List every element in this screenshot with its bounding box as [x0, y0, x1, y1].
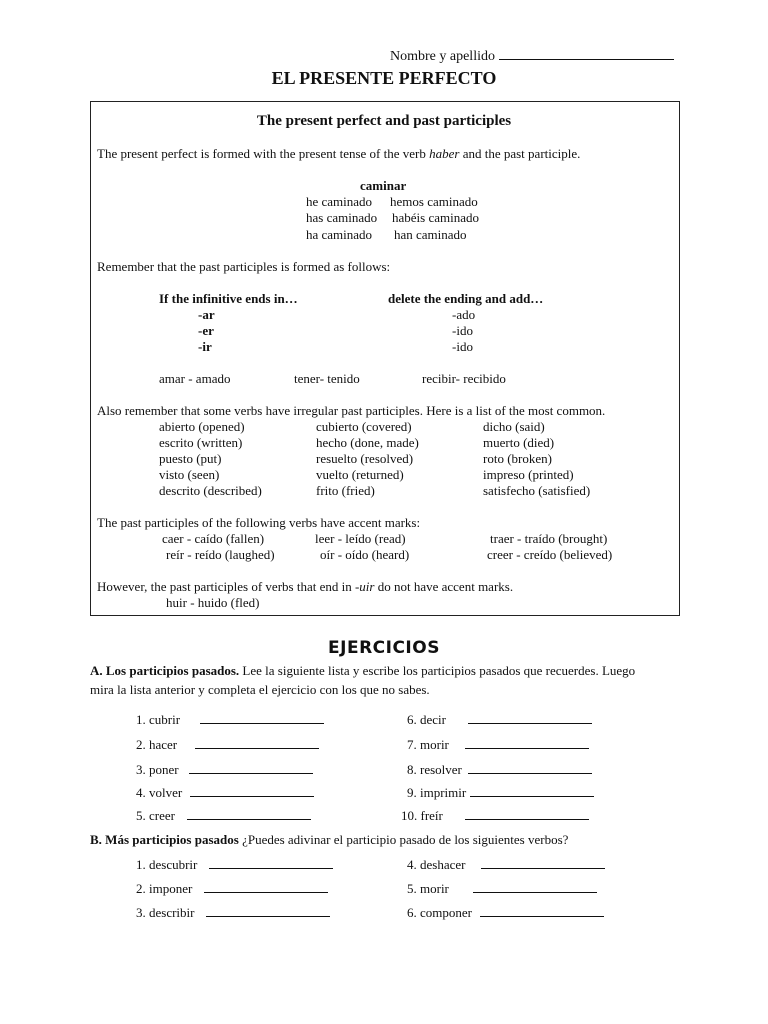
conj-cell: han caminado — [394, 227, 467, 242]
irregular-item: visto (seen) — [159, 467, 220, 482]
rule-head-left: If the infinitive ends in… — [159, 291, 298, 306]
example: amar - amado — [159, 371, 231, 386]
conj-cell: hemos caminado — [390, 194, 478, 209]
answer-blank[interactable] — [468, 712, 592, 724]
conj-cell: ha caminado — [306, 227, 373, 242]
irregular-item: vuelto (returned) — [316, 467, 404, 482]
irregular-intro: Also remember that some verbs have irregular past participles. Here is a list of the most common. — [97, 403, 606, 418]
irregular-item: descrito (described) — [159, 483, 262, 498]
grammar-box-title: The present perfect and past participles — [256, 113, 512, 129]
accent-item: oír - oído (heard) — [320, 547, 410, 562]
rule-head-right: delete the ending and add… — [388, 291, 544, 306]
exercises-title: EJERCICIOS — [328, 638, 440, 658]
exercise-item: 1. cubrir — [136, 712, 324, 728]
exercise-item: 8. resolver — [407, 762, 592, 778]
conj-cell: has caminado — [306, 210, 378, 225]
remember-text: Remember that the past participles is formed as follows: — [97, 259, 391, 274]
exercise-a-label: A. Los participios pasados. — [90, 663, 240, 678]
answer-blank[interactable] — [187, 808, 311, 820]
exercise-item: 4. deshacer — [407, 857, 605, 873]
irregular-item: satisfecho (satisfied) — [483, 483, 591, 498]
example: recibir- recibido — [422, 371, 506, 386]
ending-add: -ado — [452, 307, 476, 322]
exercise-b-instructions: B. Más participios pasados ¿Puedes adivinar el participio pasado de los siguientes verbos? — [90, 832, 569, 847]
irregular-item: frito (fried) — [316, 483, 375, 498]
irregular-item: abierto (opened) — [159, 419, 245, 434]
page-title: EL PRESENTE PERFECTO — [271, 68, 497, 88]
exercise-item: 2. hacer — [136, 737, 319, 753]
exercise-item: 5. morir — [407, 881, 597, 897]
accent-item: leer - leído (read) — [315, 531, 406, 546]
exercise-item: 6. decir — [407, 712, 592, 728]
exercise-a-instructions-line2: mira la lista anterior y completa el ejercicio con los que no sabes. — [90, 682, 430, 697]
answer-blank[interactable] — [480, 905, 604, 917]
ending-add: -ido — [452, 339, 473, 354]
accent-item: creer - creído (believed) — [487, 547, 613, 562]
uir-ending: -uir — [354, 579, 375, 594]
irregular-item: puesto (put) — [159, 451, 222, 466]
conj-cell: he caminado — [306, 194, 373, 209]
accent-intro: The past participles of the following verbs have accent marks: — [97, 515, 421, 530]
irregular-item: resuelto (resolved) — [316, 451, 414, 466]
answer-blank[interactable] — [204, 881, 328, 893]
ending-add: -ido — [452, 323, 473, 338]
exercise-item: 2. imponer — [136, 881, 328, 897]
ending-inf: -ar — [198, 307, 215, 322]
irregular-item: roto (broken) — [483, 451, 552, 466]
uir-example: huir - huido (fled) — [166, 595, 260, 610]
irregular-item: dicho (said) — [483, 419, 545, 434]
exercise-b-label: B. Más participios pasados — [90, 832, 239, 847]
name-label: Nombre y apellido — [390, 49, 495, 64]
accent-item: reír - reído (laughed) — [166, 547, 275, 562]
exercise-item: 3. poner — [136, 762, 313, 778]
ending-inf: -er — [198, 323, 214, 338]
answer-blank[interactable] — [206, 905, 330, 917]
answer-blank[interactable] — [473, 881, 597, 893]
name-field[interactable] — [390, 47, 674, 65]
exercise-item: 1. descubrir — [136, 857, 333, 873]
irregular-item: cubierto (covered) — [316, 419, 412, 434]
answer-blank[interactable] — [189, 762, 313, 774]
answer-blank[interactable] — [209, 857, 333, 869]
uir-note: However, the past participles of verbs that end in -uir do not have accent marks. — [97, 579, 514, 594]
conj-cell: habéis caminado — [392, 210, 479, 225]
ending-inf: -ir — [198, 339, 212, 354]
answer-blank[interactable] — [465, 737, 589, 749]
answer-blank[interactable] — [190, 785, 314, 797]
name-blank-line[interactable] — [499, 47, 674, 60]
exercise-item: 4. volver — [136, 785, 314, 801]
intro-verb: haber — [429, 146, 460, 161]
exercise-item: 3. describir — [136, 905, 330, 921]
irregular-item: hecho (done, made) — [316, 435, 419, 450]
answer-blank[interactable] — [195, 737, 319, 749]
accent-item: traer - traído (brought) — [490, 531, 608, 546]
intro-text: The present perfect is formed with the present tense of the verb haber and the past participle. — [97, 146, 581, 161]
conj-verb: caminar — [360, 178, 407, 193]
irregular-item: impreso (printed) — [483, 467, 574, 482]
exercise-item: 9. imprimir — [407, 785, 594, 801]
example: tener- tenido — [294, 371, 360, 386]
irregular-item: escrito (written) — [159, 435, 243, 450]
answer-blank[interactable] — [465, 808, 589, 820]
answer-blank[interactable] — [481, 857, 605, 869]
accent-item: caer - caído (fallen) — [162, 531, 265, 546]
answer-blank[interactable] — [470, 785, 594, 797]
exercise-item: 7. morir — [407, 737, 589, 753]
irregular-item: muerto (died) — [483, 435, 555, 450]
exercise-item: 10. freír — [401, 808, 589, 824]
answer-blank[interactable] — [200, 712, 324, 724]
exercise-item: 5. creer — [136, 808, 311, 824]
exercise-item: 6. componer — [407, 905, 604, 921]
exercise-a-instructions: A. Los participios pasados. Lee la siguiente lista y escribe los participios pasados que recuerdes. Luego — [90, 663, 636, 678]
answer-blank[interactable] — [468, 762, 592, 774]
